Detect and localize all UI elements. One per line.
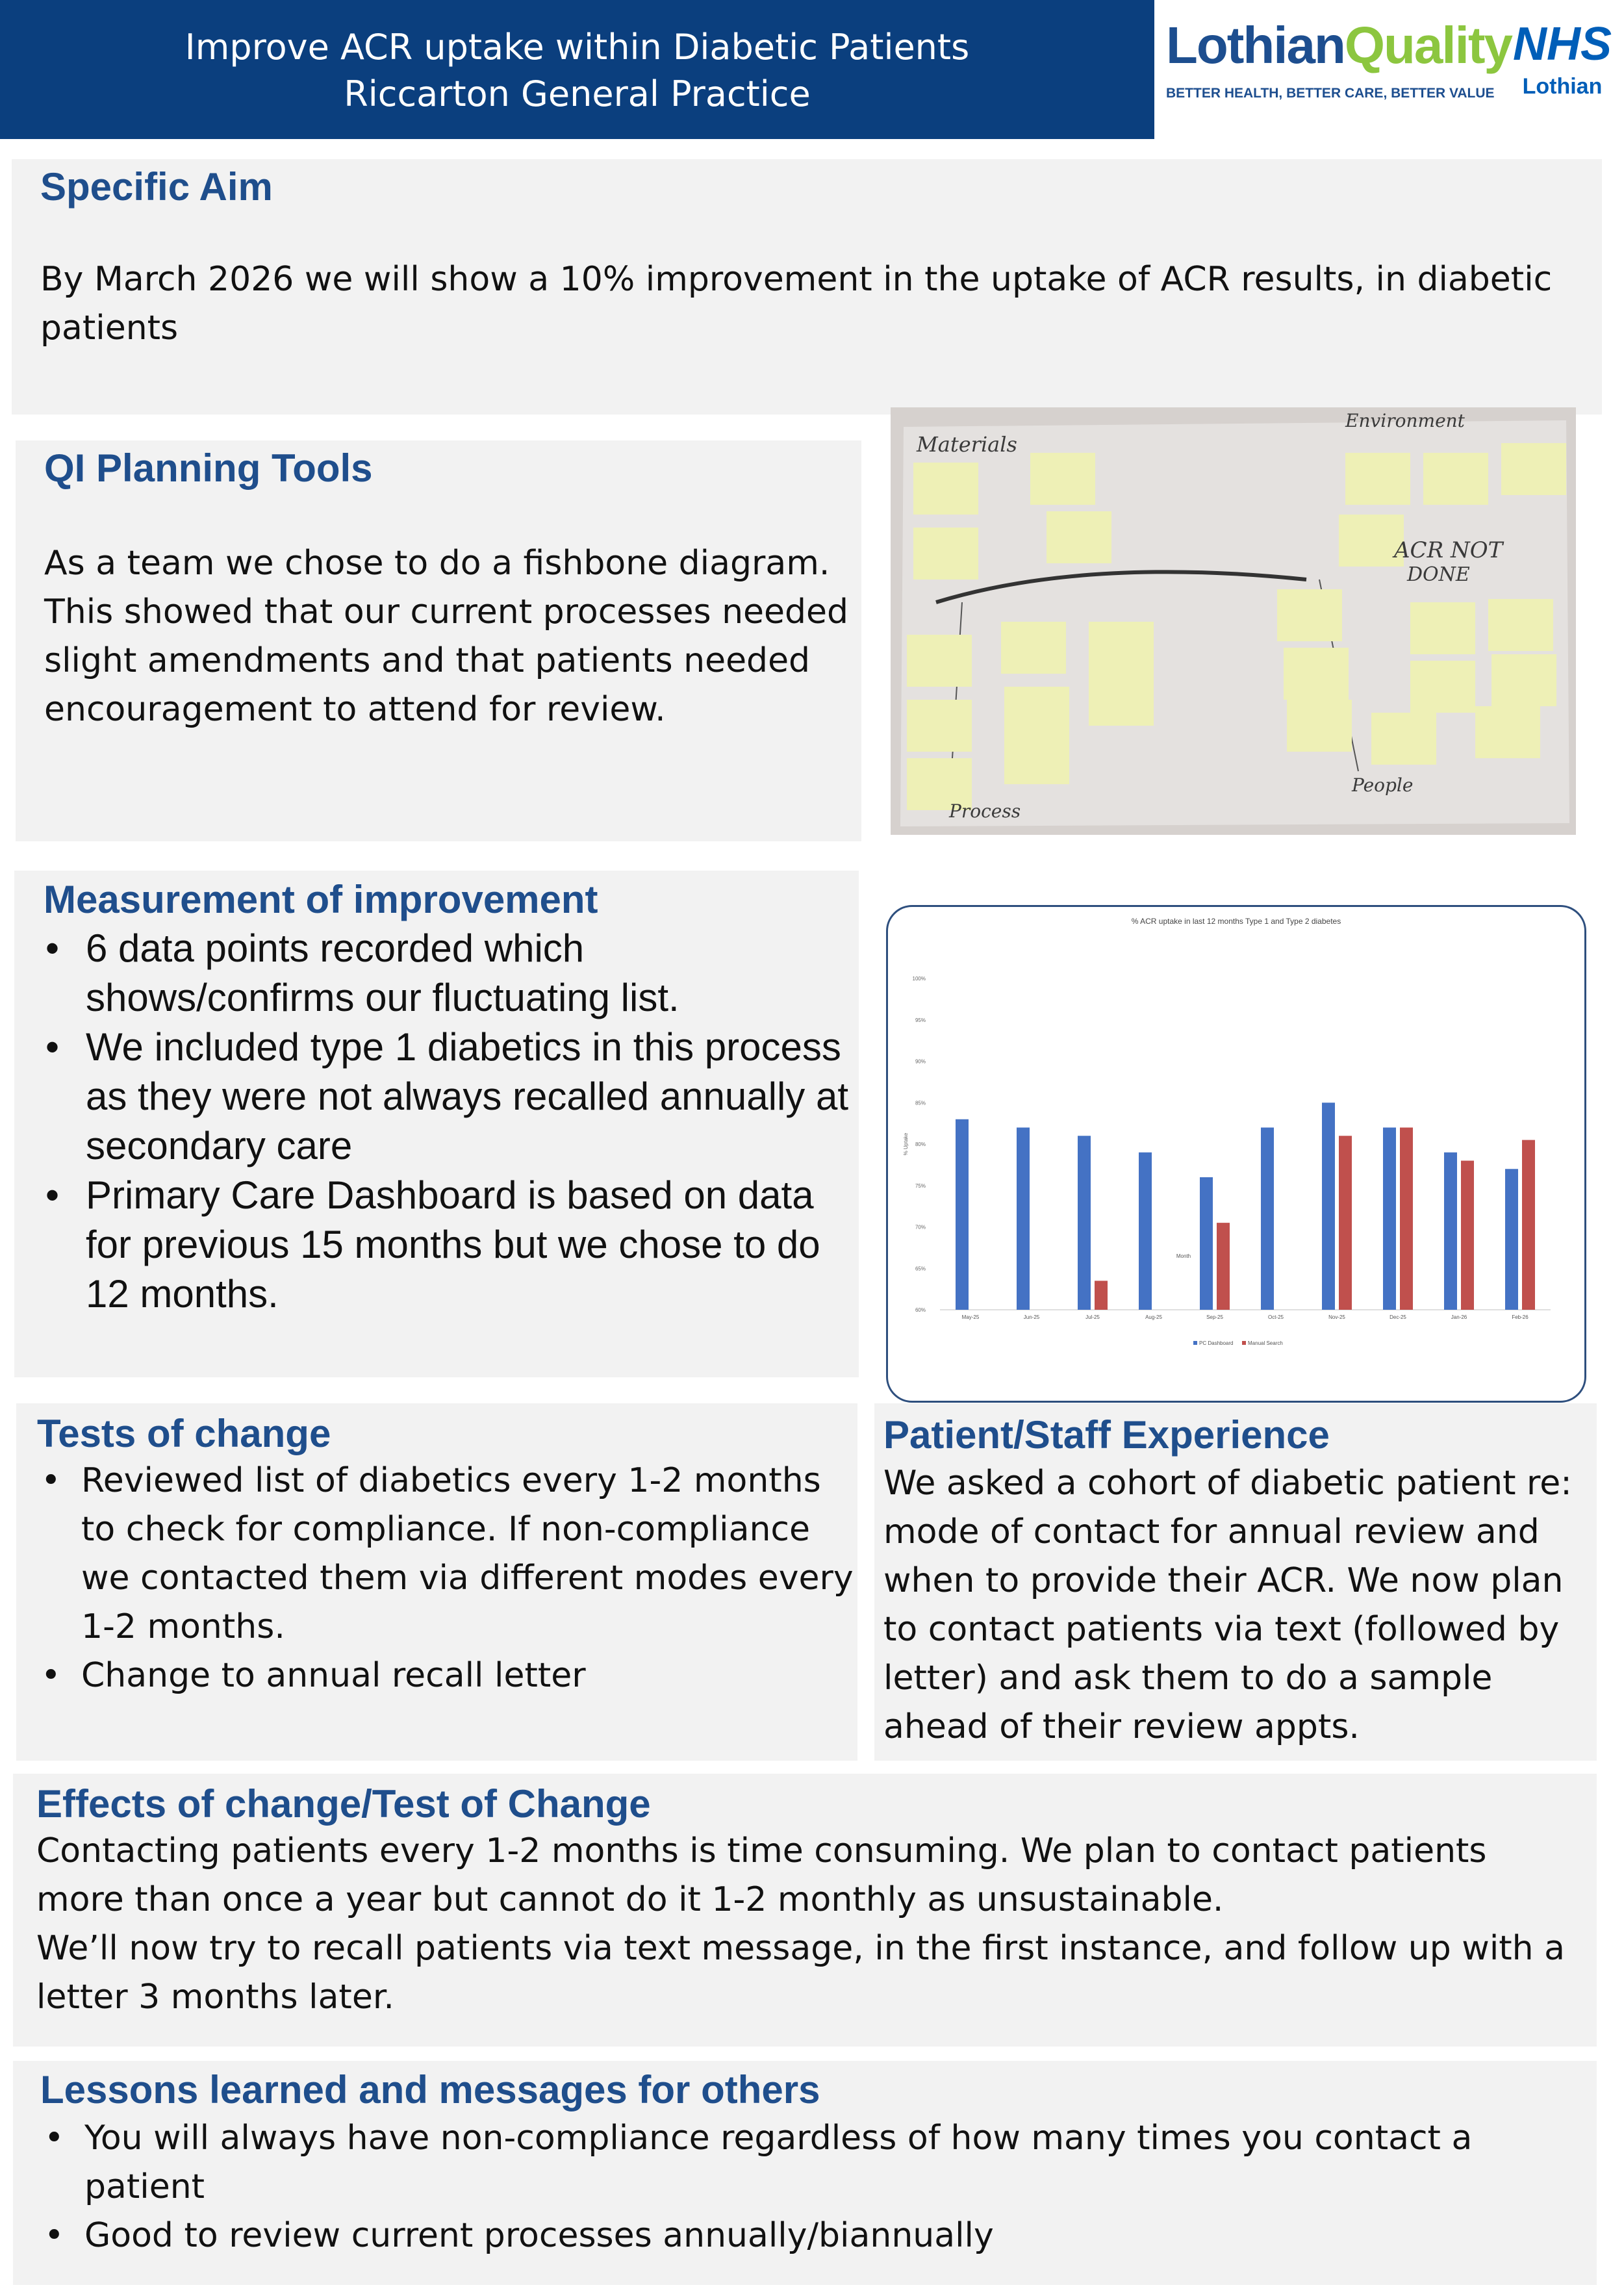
bar-manual-search <box>1095 1281 1108 1310</box>
sticky-note <box>913 463 978 515</box>
sticky-note <box>1089 674 1154 726</box>
nhs-lothian-logo <box>1510 18 1614 109</box>
planning-tools-heading: QI Planning Tools <box>44 446 373 490</box>
legend-swatch <box>1242 1341 1246 1345</box>
specific-aim-panel <box>12 159 1602 415</box>
lessons-heading: Lessons learned and messages for others <box>40 2068 820 2111</box>
specific-aim-text: By March 2026 we will show a 10% improvement in the uptake of ACR results, in diabetic patients <box>40 260 1553 348</box>
sticky-note <box>1047 511 1111 563</box>
list-item: • Change to annual recall letter <box>36 1652 854 1700</box>
lessons-list <box>39 2114 1585 2260</box>
y-tick-label: 70% <box>915 1224 926 1231</box>
nhs-text: NHS <box>1512 18 1612 70</box>
y-tick-label: 100% <box>912 976 926 982</box>
bar-pc-dashboard <box>1383 1128 1396 1310</box>
x-tick-label: Feb-26 <box>1512 1314 1529 1320</box>
sticky-note <box>1004 687 1069 739</box>
sticky-note <box>907 635 972 687</box>
x-axis-label: Month <box>1176 1253 1191 1259</box>
tests-of-change-heading: Tests of change <box>37 1412 331 1455</box>
y-tick-label: 60% <box>915 1307 926 1313</box>
y-tick-label: 75% <box>915 1182 926 1189</box>
bar-pc-dashboard <box>1322 1103 1335 1310</box>
x-tick-label: Jan-26 <box>1451 1314 1467 1320</box>
logo-lothian-text: Lothian <box>1166 16 1345 74</box>
sticky-note <box>913 528 978 580</box>
bar-manual-search <box>1461 1161 1474 1310</box>
bar-pc-dashboard <box>1017 1128 1030 1310</box>
lessons-panel <box>13 2061 1597 2285</box>
logo-quality-text: Quality <box>1344 16 1512 74</box>
y-tick-label: 65% <box>915 1266 926 1272</box>
sticky-note <box>1277 589 1342 641</box>
sticky-note <box>1501 443 1566 495</box>
sticky-note <box>1475 706 1540 758</box>
list-item: • Reviewed list of diabetics every 1-2 months to check for compliance. If non-compliance we contacted them via different modes every 1-2 months. <box>36 1457 854 1652</box>
header-banner <box>0 0 1154 139</box>
planning-tools-text: As a team we chose to do a fishbone diagram. This showed that our current processes needed slight amendments and that patients needed encouragement to attend for review. <box>44 544 849 729</box>
specific-aim-heading: Specific Aim <box>40 165 273 209</box>
sticky-note <box>907 700 972 752</box>
x-tick-label: Oct-25 <box>1267 1314 1284 1320</box>
bar-manual-search <box>1400 1128 1413 1310</box>
experience-heading: Patient/Staff Experience <box>883 1413 1330 1457</box>
bar-pc-dashboard <box>1078 1136 1091 1310</box>
sticky-note <box>1371 713 1436 765</box>
x-tick-label: Sep-25 <box>1206 1314 1223 1320</box>
sticky-note <box>1089 622 1154 674</box>
label-people: People <box>1352 774 1414 796</box>
x-tick-label: Jun-25 <box>1023 1314 1040 1320</box>
sticky-note <box>1410 661 1475 713</box>
list-item: • Good to review current processes annually/biannually <box>39 2212 1585 2260</box>
fishbone-diagram-photo <box>891 407 1576 835</box>
label-environment: Environment <box>1345 410 1465 431</box>
bar-pc-dashboard <box>1139 1153 1152 1310</box>
acr-uptake-chart <box>888 907 1584 1401</box>
sticky-note <box>1410 602 1475 654</box>
sticky-note <box>1423 453 1488 505</box>
sticky-note <box>1004 732 1069 784</box>
y-tick-label: 90% <box>915 1058 926 1065</box>
measurement-panel <box>14 871 859 1377</box>
sticky-note <box>1491 654 1556 706</box>
sticky-note <box>1488 599 1553 651</box>
list-item: • 6 data points recorded which shows/confirms our fluctuating list. <box>40 924 859 1023</box>
bar-pc-dashboard <box>1200 1177 1213 1310</box>
label-materials: Materials <box>917 432 1017 457</box>
lothian-quality-logo <box>1166 14 1512 112</box>
bar-pc-dashboard <box>956 1119 969 1310</box>
list-item: • We included type 1 diabetics in this process as they were not always recalled annually at secondary care <box>40 1023 859 1171</box>
effects-para-2: We’ll now try to recall patients via text message, in the first instance, and follow up with a letter 3 months later. <box>36 1929 1565 2017</box>
bar-manual-search <box>1217 1223 1230 1310</box>
list-item: • Primary Care Dashboard is based on data for previous 15 months but we chose to do 12 months. <box>40 1171 859 1319</box>
legend-label: PC Dashboard <box>1199 1340 1234 1346</box>
label-acr-not: ACR NOT <box>1394 537 1503 563</box>
x-tick-label: Aug-25 <box>1145 1314 1162 1320</box>
label-process: Process <box>949 800 1021 822</box>
tests-of-change-list <box>36 1457 854 1700</box>
legend-label: Manual Search <box>1248 1340 1283 1346</box>
experience-panel <box>874 1403 1597 1761</box>
bar-manual-search <box>1339 1136 1352 1310</box>
bar-pc-dashboard <box>1505 1169 1518 1310</box>
experience-text: We asked a cohort of diabetic patient re: mode of contact for annual review and when to provide their ACR. We now plan to contact patients via text (followed by letter) and ask them to do a sample ahead of their review appts. <box>883 1464 1572 1746</box>
x-tick-label: Nov-25 <box>1328 1314 1345 1320</box>
legend-swatch <box>1193 1341 1197 1345</box>
planning-tools-panel <box>16 440 861 841</box>
nhs-sub-text: Lothian <box>1522 74 1603 99</box>
measurement-heading: Measurement of improvement <box>44 878 598 921</box>
sticky-note <box>1001 622 1066 674</box>
y-tick-label: 80% <box>915 1142 926 1147</box>
label-done: DONE <box>1407 563 1470 586</box>
effects-heading: Effects of change/Test of Change <box>36 1782 651 1826</box>
x-tick-label: Jul-25 <box>1085 1314 1100 1320</box>
logo-tagline: BETTER HEALTH, BETTER CARE, BETTER VALUE <box>1166 86 1495 101</box>
sticky-note <box>1284 648 1349 700</box>
tests-of-change-panel <box>16 1403 857 1761</box>
bar-pc-dashboard <box>1261 1128 1274 1310</box>
y-tick-label: 95% <box>915 1017 926 1023</box>
practice-name: Riccarton General Practice <box>344 73 811 114</box>
sticky-note <box>1287 700 1352 752</box>
sticky-note <box>1030 453 1095 505</box>
chart-container <box>886 905 1586 1403</box>
effects-para-1: Contacting patients every 1-2 months is time consuming. We plan to contact patients more than once a year but cannot do it 1-2 monthly as unsustainable. <box>36 1831 1487 1919</box>
x-tick-label: Dec-25 <box>1389 1314 1406 1320</box>
bar-pc-dashboard <box>1444 1153 1457 1310</box>
list-item: • You will always have non-compliance regardless of how many times you contact a patient <box>39 2114 1585 2212</box>
poster-title: Improve ACR uptake within Diabetic Patients <box>184 27 970 68</box>
y-tick-label: 85% <box>915 1100 926 1106</box>
x-tick-label: May-25 <box>961 1314 980 1320</box>
effects-panel <box>13 1774 1597 2047</box>
measurement-list <box>40 924 859 1319</box>
y-axis-label: % Uptake <box>903 1132 909 1156</box>
sticky-note <box>1345 453 1410 505</box>
chart-title: % ACR uptake in last 12 months Type 1 and Type 2 diabetes <box>1131 917 1341 926</box>
bar-manual-search <box>1522 1140 1535 1310</box>
